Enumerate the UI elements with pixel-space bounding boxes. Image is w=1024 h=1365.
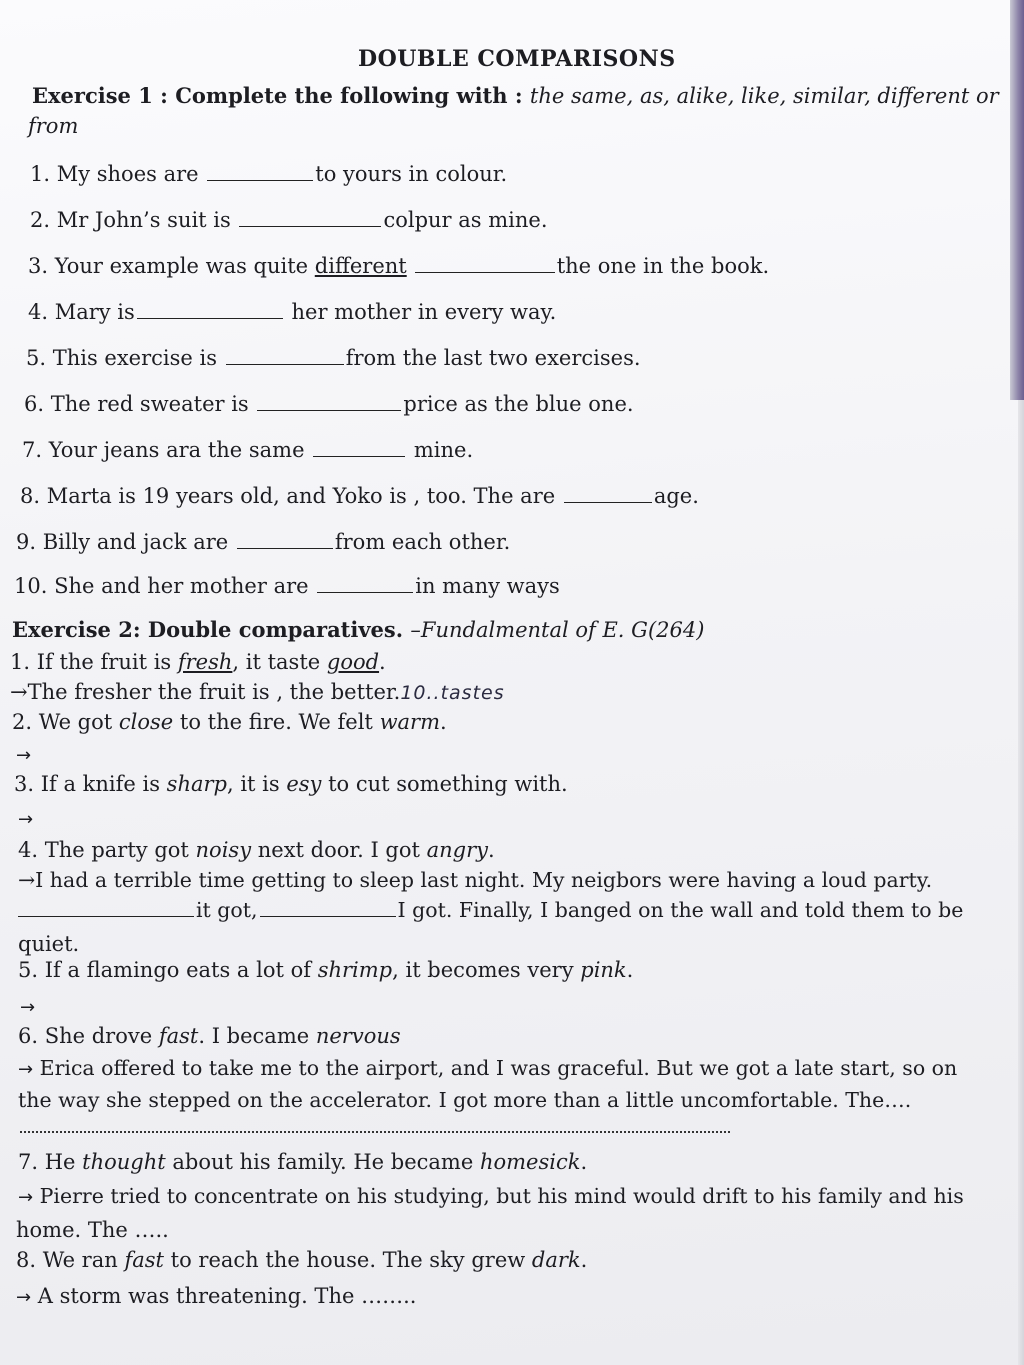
ex2-answer-6-line-2: the way she stepped on the accelerator. I got more than a little uncomfortable. The….	[18, 1088, 912, 1112]
background-edge	[1010, 0, 1024, 400]
ex2-answer-4-line-1: →I had a terrible time getting to sleep last night. My neigbors were having a loud party.	[18, 868, 933, 892]
answer-blank[interactable]	[260, 898, 396, 917]
ex2-answer-6-line-1: → Erica offered to take me to the airport, and I was graceful. But we got a late start, so on	[18, 1056, 958, 1080]
answer-blank[interactable]	[257, 392, 401, 411]
exercise-1-word-list-cont: from	[28, 114, 79, 138]
answer-blank[interactable]	[207, 162, 313, 181]
ex2-question-5: 5. If a flamingo eats a lot of shrimp, it becomes very pink.	[18, 958, 634, 982]
background-edge-shadow	[1018, 400, 1024, 1365]
ex2-answer-4-line-2: it got, I got. Finally, I banged on the wall and told them to be	[18, 896, 963, 924]
answer-blank[interactable]	[226, 346, 344, 365]
ex2-question-6: 6. She drove fast. I became nervous	[18, 1024, 401, 1048]
answer-blank[interactable]	[18, 898, 194, 917]
answer-blank[interactable]	[313, 438, 405, 457]
ex1-item-6: 6. The red sweater is price as the blue one.	[24, 392, 634, 416]
ex1-item-3: 3. Your example was quite different the one in the book.	[28, 254, 770, 278]
exercise-1-label: Exercise 1 : Complete the following with :	[32, 83, 530, 108]
ex2-answer-2-arrow[interactable]: →	[16, 745, 32, 766]
ex2-answer-1: →The fresher the fruit is , the better.10..tastes	[10, 680, 505, 704]
handwritten-answer: 10..tastes	[400, 682, 505, 704]
answer-blank[interactable]	[564, 484, 652, 503]
ex2-answer-3-arrow[interactable]: →	[18, 809, 34, 830]
ex2-question-7: 7. He thought about his family. He became homesick.	[18, 1150, 588, 1174]
ex2-question-2: 2. We got close to the fire. We felt warm.	[12, 710, 447, 734]
ex1-item-4: 4. Mary is her mother in every way.	[28, 300, 557, 324]
ex2-question-3: 3. If a knife is sharp, it is esy to cut something with.	[14, 772, 568, 796]
ex2-answer-7-line-2: home. The …..	[16, 1218, 169, 1242]
exercise-2-source: –Fundalmental of E. G(264)	[410, 618, 705, 642]
answer-blank[interactable]	[415, 254, 555, 273]
ex1-item-1: 1. My shoes are to yours in colour.	[30, 162, 508, 186]
ex2-question-4: 4. The party got noisy next door. I got angry.	[18, 838, 495, 862]
page-title: DOUBLE COMPARISONS	[358, 46, 676, 72]
ex1-item-7: 7. Your jeans ara the same mine.	[22, 438, 474, 462]
ex2-answer-6-dotted-line[interactable]	[20, 1112, 730, 1140]
ex2-answer-8-line-1: → A storm was threatening. The ……..	[16, 1284, 417, 1308]
ex1-item-2: 2. Mr John’s suit is colpur as mine.	[30, 208, 548, 232]
answer-blank[interactable]	[317, 574, 413, 593]
ex2-answer-4-line-3: quiet.	[18, 932, 80, 956]
answer-blank[interactable]	[237, 530, 333, 549]
answer-blank[interactable]	[137, 300, 283, 319]
ex2-answer-7-line-1: → Pierre tried to concentrate on his studying, but his mind would drift to his family and his	[18, 1184, 964, 1208]
exercise-1-heading	[32, 82, 999, 110]
ex1-item-5: 5. This exercise is from the last two exercises.	[26, 346, 641, 370]
exercise-2-heading	[12, 616, 704, 644]
ex2-question-8: 8. We ran fast to reach the house. The sky grew dark.	[16, 1248, 588, 1272]
ex1-item-8: 8. Marta is 19 years old, and Yoko is , too. The are age.	[20, 484, 699, 508]
exercise-2-label: Exercise 2: Double comparatives.	[12, 617, 411, 642]
ex2-answer-5-arrow[interactable]: →	[20, 997, 36, 1018]
ex1-item-9: 9. Billy and jack are from each other.	[16, 530, 511, 554]
exercise-1-word-list: the same, as, alike, like, similar, different or	[529, 84, 999, 108]
answer-blank[interactable]	[239, 208, 381, 227]
ex2-question-1: 1. If the fruit is fresh, it taste good.	[10, 650, 386, 674]
ex1-item-10: 10. She and her mother are in many ways	[14, 574, 560, 598]
